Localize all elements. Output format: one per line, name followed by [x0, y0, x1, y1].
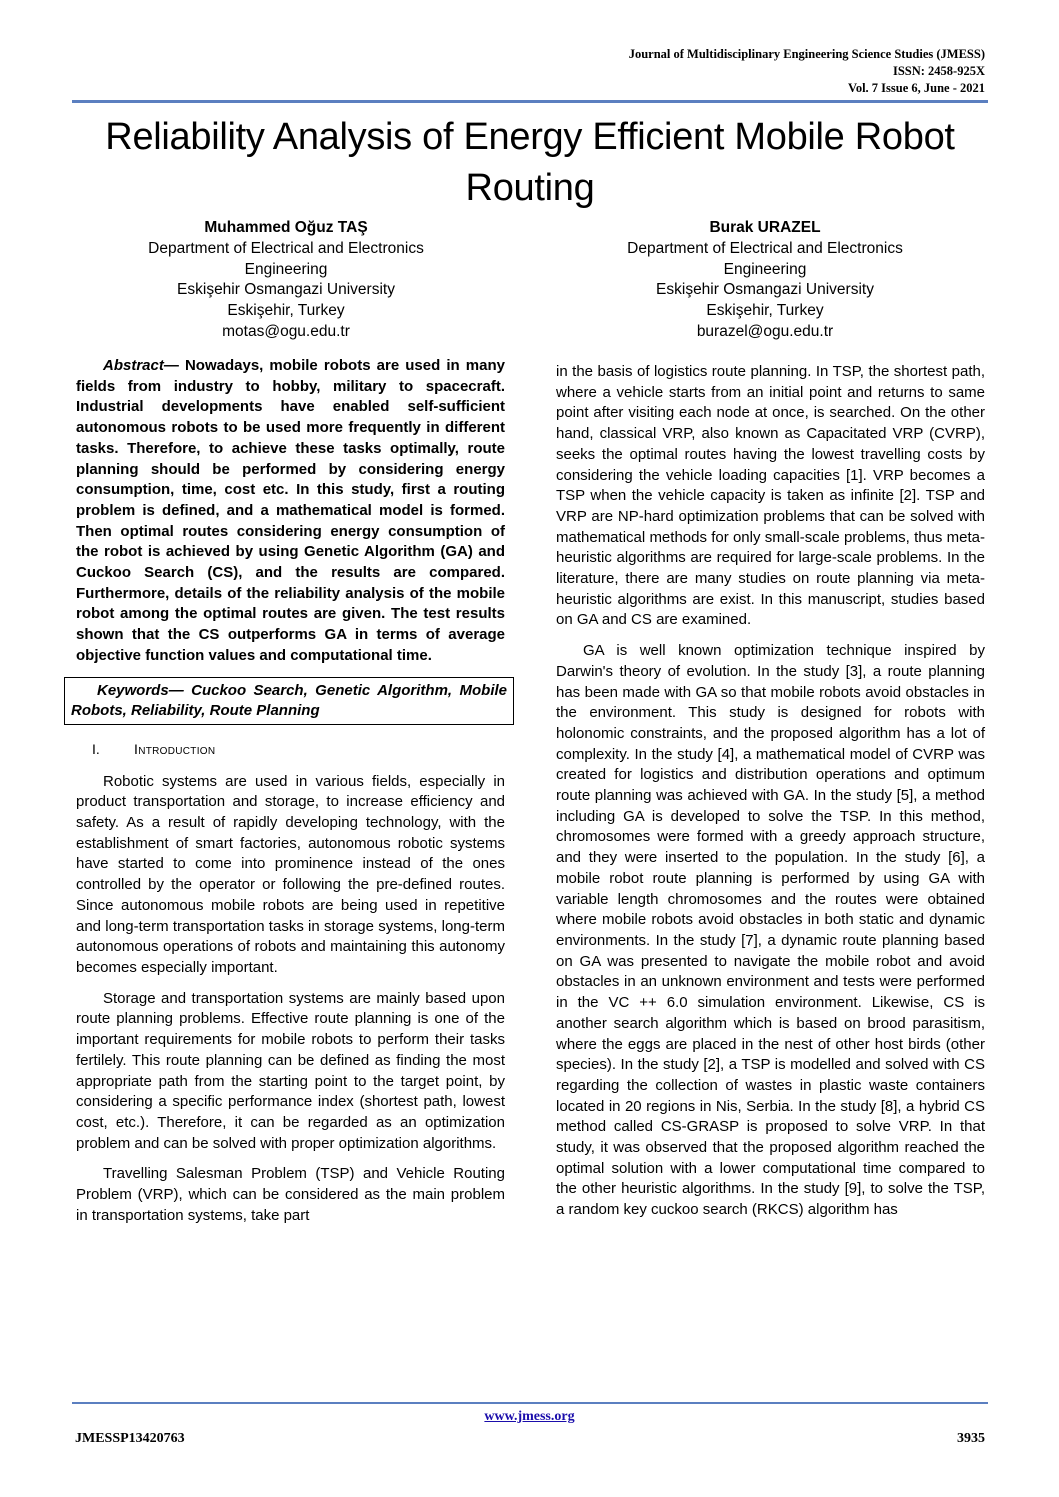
right-column — [556, 362, 985, 1231]
abstract-lead: Abstract — [103, 357, 164, 374]
abstract — [76, 356, 505, 667]
keywords-box: Keywords— Cuckoo Search, Genetic Algorithm, Mobile Robots, Reliability, Route Planning — [64, 677, 514, 725]
section-title: Introduction — [134, 740, 216, 757]
body-paragraph: Storage and transportation systems are mainly based upon route planning problems. Effective route planning is one of the important requirements for mobile robots to perform their tasks fertilely. This route planning can be defined as finding the most appropriate path from the starting point to the target point, by considering a specific performance index (shortest path, lowest cost, etc.). Therefore, it can be regarded as an optimization problem and can be solved with proper optimization algorithms. — [76, 989, 505, 1152]
author-city: Eskişehir, Turkey — [227, 302, 345, 320]
author-block-1 — [66, 218, 506, 343]
page-number: 3935 — [957, 1431, 985, 1446]
author-name: Muhammed Oğuz TAŞ — [204, 219, 368, 236]
author-email[interactable]: burazel@ogu.edu.tr — [696, 322, 834, 340]
abstract-text: — Nowadays, mobile robots are used in many fields from industry to hobby, military to spacecraft. Industrial developments have enabled self-sufficient autonomous robots to be used more frequently in different tasks. Therefore, to achieve these tasks optimally, route planning should be performed by considering energy consumption, time, cost etc. In this study, first a routing problem is defined, and a mathematical model is formed. Then optimal routes considering energy consumption of the robot is achieved by using Genetic Algorithm (GA) and Cuckoo Search (CS), and the results are compared. Furthermore, details of the reliability analysis of the mobile robot among the optimal routes are given. The test results shown that the CS outperforms GA in terms of average objective function values and computational time. — [76, 357, 505, 664]
journal-name: Journal of Multidisciplinary Engineering Science Studies (JMESS) — [628, 47, 985, 61]
paper-title: Reliability Analysis of Energy Efficient Mobile Robot Routing — [105, 116, 955, 209]
footer-link[interactable]: www.jmess.org — [484, 1409, 575, 1424]
journal-volume: Vol. 7 Issue 6, June - 2021 — [847, 81, 985, 95]
body-paragraph: in the basis of logistics route planning. In TSP, the shortest path, where a vehicle starts from an initial point and returns to same point after visiting each node at once, is searched. On the other hand, classical VRP, also known as Capacitated VRP (CVRP), seeks the optimal routes having the lowest travelling costs by considering the vehicle loading capacities [1]. VRP becomes a TSP when the vehicle capacity is taken as infinite [2]. TSP and VRP are NP-hard optimization problems that can be solved with mathematical methods for only small-scale problems, thus meta-heuristic algorithms are required for large-scale problems. In the literature, there are many studies on route planning via meta-heuristic algorithms are exist. In this manuscript, studies based on GA and CS are examined. — [556, 363, 985, 629]
body-paragraph: GA is well known optimization technique inspired by Darwin's theory of evolution. In the study [3], a route planning has been made with GA so that mobile robots avoid obstacles in the environment. This study is designed for robots with holonomic constraints, and the proposed algorithm has a lot of complexity. In the study [4], a mathematical model of CVRP was created for logistics and distribution operations and optimum route planning was achieved with GA. In the study [5], a method including GA is developed to solve the TSP. In this method, chromosomes were formed with a greedy approach structure, and they were inserted to the population. In the study [6], a mobile robot route planning is performed by using GA with variable length chromosomes and the routes were obtained where mobile robots avoid obstacles in both static and dynamic environments. In the study [7], a dynamic route planning based on GA was presented to navigate the mobile robot and avoid obstacles in an unknown environment and tests were performed in the VC ++ 6.0 simulation environment. Likewise, CS is another search algorithm which is based on brood parasitism, where the eggs are placed in the nest of other host birds (other species). In the study [2], a TSP is modelled and solved with CS regarding the collection of wastes in plastic waste containers located in 20 regions in Nis, Serbia. In the study [8], a hybrid CS method called CS-GRASP is proposed to solve VRP. In that study, it was observed that the proposed algorithm reached the optimal solution with a lower computational time compared to the other heuristic algorithms. In the study [9], to solve the TSP, a random key cuckoo search (RKCS) algorithm has — [556, 642, 985, 1219]
footer-paper-id: JMESSP13420763 — [75, 1431, 185, 1446]
author-university: Eskişehir Osmangazi University — [656, 281, 874, 299]
author-block-2 — [545, 218, 985, 343]
body-paragraph: Robotic systems are used in various fields, especially in product transportation and storage, to increase efficiency and safety. As a result of rapidly developing technology, with the establishment of smart factories, autonomous robotic systems have started to come into prominence instead of the ones controlled by the operator or following the pre-defined routes. Since autonomous mobile robots are being used in repetitive and long-term transportation tasks in storage systems, long-term autonomous operations of robots and maintaining this autonomy becomes especially important. — [76, 772, 505, 976]
author-department: Department of Electrical and Electronics — [627, 239, 903, 257]
journal-header — [629, 46, 985, 97]
author-university: Eskişehir Osmangazi University — [177, 281, 395, 299]
author-department-cont: Engineering — [244, 260, 328, 278]
author-department: Department of Electrical and Electronics — [148, 239, 424, 257]
author-name: Burak URAZEL — [709, 219, 821, 236]
footer-divider — [72, 1402, 988, 1404]
section-heading — [76, 739, 505, 760]
journal-issn: ISSN: 2458-925X — [892, 64, 985, 78]
header-divider — [72, 100, 988, 103]
left-column — [71, 356, 507, 1236]
section-number: I. — [92, 740, 100, 757]
author-department-cont: Engineering — [723, 260, 807, 278]
author-email[interactable]: motas@ogu.edu.tr — [222, 322, 350, 340]
body-paragraph: Travelling Salesman Problem (TSP) and Vehicle Routing Problem (VRP), which can be considered as the main problem in transportation systems, take part — [76, 1165, 505, 1224]
author-city: Eskişehir, Turkey — [706, 302, 824, 320]
